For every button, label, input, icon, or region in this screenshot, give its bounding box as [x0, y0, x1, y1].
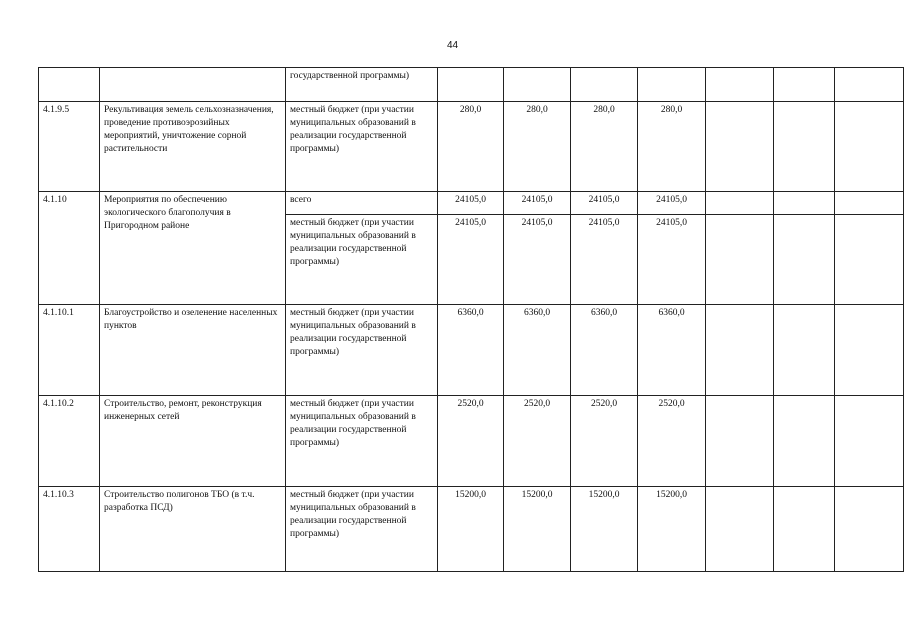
row-value: 280,0: [504, 102, 571, 192]
empty-cell: [706, 68, 774, 102]
row-name: Благоустройство и озеленение населенных пунктов: [100, 305, 286, 396]
row-value: 15200,0: [638, 487, 706, 572]
row-value: 2520,0: [638, 396, 706, 487]
row-code: 4.1.10.2: [39, 396, 100, 487]
table-row: [39, 305, 904, 396]
table-row: [39, 487, 904, 572]
row-name: Строительство полигонов ТБО (в т.ч. разработка ПСД): [100, 487, 286, 572]
empty-cell: [774, 102, 835, 192]
table-row: [39, 396, 904, 487]
row-code: 4.1.10: [39, 192, 100, 305]
table-row: [39, 68, 904, 102]
row-source: местный бюджет (при участии муниципальных образований в реализации государственной программы): [286, 215, 438, 305]
empty-cell: [706, 215, 774, 305]
row-value: 24105,0: [504, 215, 571, 305]
row-value: 24105,0: [504, 192, 571, 215]
row-value: 24105,0: [571, 215, 638, 305]
row-value: 6360,0: [571, 305, 638, 396]
row-value: 24105,0: [438, 192, 504, 215]
row-name: Строительство, ремонт, реконструкция инженерных сетей: [100, 396, 286, 487]
budget-table: [38, 67, 904, 572]
row-source: всего: [286, 192, 438, 215]
row-name: [100, 68, 286, 102]
empty-cell: [706, 192, 774, 215]
empty-cell: [774, 192, 835, 215]
empty-cell: [835, 102, 904, 192]
empty-cell: [706, 102, 774, 192]
row-value: 15200,0: [438, 487, 504, 572]
row-value: [571, 68, 638, 102]
table-row: [39, 102, 904, 192]
row-code: 4.1.10.3: [39, 487, 100, 572]
empty-cell: [774, 487, 835, 572]
empty-cell: [835, 396, 904, 487]
empty-cell: [706, 487, 774, 572]
row-source: местный бюджет (при участии муниципальных образований в реализации государственной программы): [286, 102, 438, 192]
page-number: 44: [446, 40, 459, 51]
row-code: [39, 68, 100, 102]
row-value: 2520,0: [438, 396, 504, 487]
row-value: 2520,0: [504, 396, 571, 487]
row-value: 6360,0: [438, 305, 504, 396]
empty-cell: [835, 192, 904, 215]
row-source: местный бюджет (при участии муниципальных образований в реализации государственной программы): [286, 487, 438, 572]
row-name: Мероприятия по обеспечению экологического благополучия в Пригородном районе: [100, 192, 286, 305]
empty-cell: [706, 305, 774, 396]
row-value: [438, 68, 504, 102]
row-value: 280,0: [571, 102, 638, 192]
row-value: 24105,0: [438, 215, 504, 305]
row-value: 280,0: [638, 102, 706, 192]
empty-cell: [835, 68, 904, 102]
row-value: 15200,0: [571, 487, 638, 572]
empty-cell: [774, 68, 835, 102]
empty-cell: [774, 215, 835, 305]
row-value: 15200,0: [504, 487, 571, 572]
empty-cell: [835, 487, 904, 572]
row-value: 2520,0: [571, 396, 638, 487]
empty-cell: [835, 305, 904, 396]
row-value: 280,0: [438, 102, 504, 192]
row-value: 6360,0: [504, 305, 571, 396]
empty-cell: [774, 305, 835, 396]
empty-cell: [774, 396, 835, 487]
row-code: 4.1.9.5: [39, 102, 100, 192]
table-row: [39, 192, 904, 215]
row-value: [638, 68, 706, 102]
row-value: 6360,0: [638, 305, 706, 396]
row-source: местный бюджет (при участии муниципальных образований в реализации государственной программы): [286, 305, 438, 396]
empty-cell: [706, 396, 774, 487]
empty-cell: [835, 215, 904, 305]
row-value: [504, 68, 571, 102]
row-name: Рекультивация земель сельхозназначения, проведение противоэрозийных мероприятий, уничтожение сорной растительности: [100, 102, 286, 192]
row-source: местный бюджет (при участии муниципальных образований в реализации государственной программы): [286, 396, 438, 487]
row-value: 24105,0: [638, 215, 706, 305]
row-source: государственной программы): [286, 68, 438, 102]
row-value: 24105,0: [571, 192, 638, 215]
row-code: 4.1.10.1: [39, 305, 100, 396]
row-value: 24105,0: [638, 192, 706, 215]
